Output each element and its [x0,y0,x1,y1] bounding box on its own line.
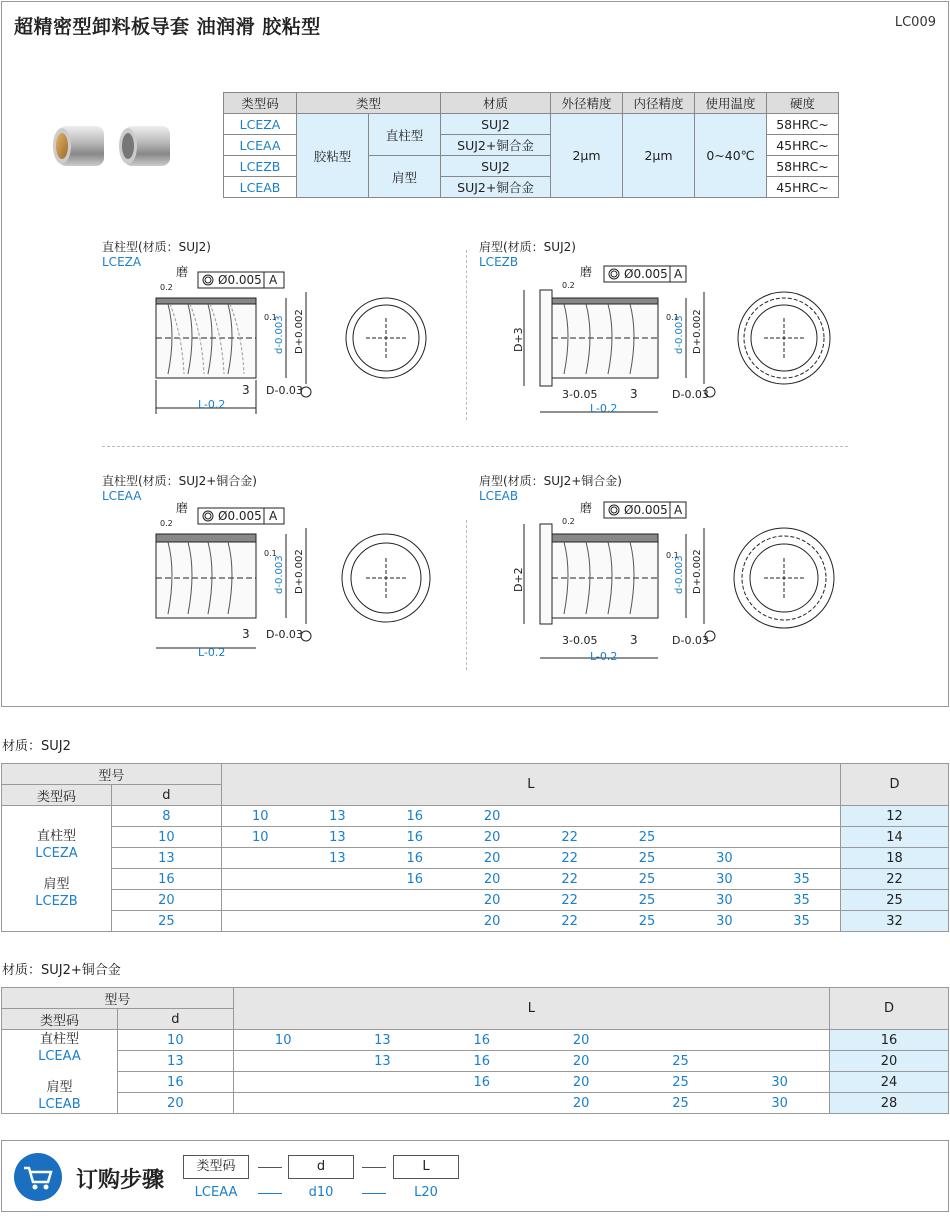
L-cell: 13 [299,806,376,827]
order-dash [258,1193,282,1194]
d-cell: 8 [111,806,221,827]
L-cell: 25 [608,869,685,890]
datum-label: A [674,267,683,281]
D-tol-label: D+0.002 [692,549,703,594]
h-D: D [841,764,949,806]
h-d: d [111,785,221,806]
grind-label: 磨 [580,265,593,279]
table-row [2,1030,949,1051]
order-steps [1,1140,949,1212]
h-code: 类型码 [2,1009,118,1030]
product-photo [48,118,180,174]
L-cell: 16 [432,1051,531,1072]
D-cell: 20 [830,1051,949,1072]
order-box-L: L [393,1155,459,1179]
L-cell: 25 [631,1093,730,1114]
group-cell: 直柱型 LCEZA 肩型 LCEZB [2,806,112,932]
rough-label: 0.1 [666,313,679,322]
L-cell: 25 [608,848,685,869]
d-lower-label: D-0.03 [672,388,709,401]
grind-label: 磨 [176,501,189,515]
order-dash [258,1167,282,1168]
L-cell: 30 [686,869,763,890]
d-cell: 16 [117,1072,233,1093]
L-cell [631,1030,730,1051]
table-row [2,869,949,890]
spec-header: 使用温度 [695,93,767,114]
straight-drawing [140,262,450,422]
D-cell: 28 [830,1093,949,1114]
D-cell: 22 [841,869,949,890]
material: SUJ2+铜合金 [441,135,551,156]
spec-header: 类型 [297,93,441,114]
l-label: L-0.2 [198,398,226,411]
drawing-title: 直柱型(材质：SUJ2+铜合金) LCEAA [102,474,257,503]
L-cell: 25 [608,911,685,932]
d-cell: 13 [111,848,221,869]
outer-precision: 2μm [551,114,623,198]
L-cell [763,827,840,848]
size-table-suj2 [1,763,949,932]
L-cell: 10 [221,827,298,848]
type-sub: 直柱型 [369,114,441,156]
d-cell: 20 [117,1093,233,1114]
group-cell: 直柱型 LCEAA 肩型 LCEAB [2,1030,118,1114]
L-cell [299,911,376,932]
L-cell: 20 [531,1051,630,1072]
L-cell: 16 [376,848,453,869]
L-cell: 30 [730,1072,829,1093]
L-cell: 10 [221,806,298,827]
type-code: LCEZB [224,156,297,177]
L-cell [221,869,298,890]
L-cell: 20 [453,806,530,827]
divider [466,250,467,420]
table-row [2,1093,949,1114]
d3-label: D+3 [512,327,525,352]
chamfer-label: 0.2 [562,281,575,290]
l-label: L-0.2 [590,650,618,663]
table-row [2,911,949,932]
D-cell: 18 [841,848,949,869]
order-dash [362,1167,386,1168]
table-row [2,1051,949,1072]
table-row [2,806,949,827]
L-cell: 25 [631,1051,730,1072]
grind-label: 磨 [580,501,593,515]
size-table-suj2-copper [1,987,949,1114]
grind-label: 磨 [176,265,189,279]
L-cell: 20 [453,827,530,848]
datum-label: A [674,503,683,517]
L-cell [608,806,685,827]
L-cell: 20 [531,1093,630,1114]
order-value-L: L20 [414,1185,438,1200]
d-tol-label: d-0.003 [674,555,685,594]
table-row [2,1072,949,1093]
d-cell: 10 [111,827,221,848]
chamfer-label: 0.2 [160,283,173,292]
l-label: L-0.2 [590,402,618,415]
D-cell: 24 [830,1072,949,1093]
table-row [2,827,949,848]
d-lower-label: D-0.03 [266,384,303,397]
shoulder-copper-drawing [510,498,840,668]
material-label-2: 材质：SUJ2+铜合金 [2,963,121,978]
L-cell [686,827,763,848]
order-box-code: 类型码 [183,1155,249,1179]
tol-label: Ø0.005 [624,503,668,517]
L-cell [221,890,298,911]
type-sub: 肩型 [369,156,441,198]
page-title: 超精密型卸料板导套 油润滑 胶粘型 [14,16,321,38]
L-cell: 25 [608,827,685,848]
L-cell: 13 [333,1030,432,1051]
chamfer-label: 0.2 [562,517,575,526]
D-cell: 14 [841,827,949,848]
order-label: 订购步骤 [76,1168,165,1193]
tol-label: Ø0.005 [218,273,262,287]
L-cell: 16 [376,869,453,890]
spec-header: 类型码 [224,93,297,114]
d-tol-label: d-0.003 [274,315,285,354]
L-cell [763,806,840,827]
d-cell: 16 [111,869,221,890]
L-cell: 20 [531,1072,630,1093]
hardness: 45HRC~ [767,135,839,156]
L-cell [376,890,453,911]
drawing-title: 肩型(材质：SUJ2+铜合金) LCEAB [479,474,622,503]
L-cell [221,848,298,869]
table-row [2,890,949,911]
L-cell [531,806,608,827]
spec-table [223,92,839,198]
d-lower-label: D-0.03 [266,628,303,641]
L-cell [233,1072,332,1093]
L-cell: 22 [531,911,608,932]
L-cell: 30 [686,890,763,911]
d-cell: 20 [111,890,221,911]
L-cell [763,848,840,869]
L-cell [233,1093,332,1114]
three-label: 3 [630,387,638,401]
cart-icon [14,1153,62,1201]
spec-header: 硬度 [767,93,839,114]
L-cell: 35 [763,890,840,911]
rough-label: 0.1 [666,551,679,560]
L-cell [686,806,763,827]
drawing-title: 肩型(材质：SUJ2) LCEZB [479,240,576,269]
table-row [2,848,949,869]
L-cell [333,1072,432,1093]
L-cell: 30 [730,1093,829,1114]
inner-precision: 2μm [623,114,695,198]
type-code: LCEAB [224,177,297,198]
D-cell: 16 [830,1030,949,1051]
h-L: L [221,764,840,806]
D-tol-label: D+0.002 [294,549,305,594]
L-cell: 20 [531,1030,630,1051]
L-cell [730,1051,829,1072]
material: SUJ2+铜合金 [441,177,551,198]
datum-label: A [269,273,278,287]
material-label-1: 材质：SUJ2 [2,739,71,754]
d-cell: 25 [111,911,221,932]
order-dash [362,1193,386,1194]
material: SUJ2 [441,156,551,177]
three-neg-label: 3-0.05 [562,388,598,401]
h-code: 类型码 [2,785,112,806]
L-cell: 13 [299,848,376,869]
order-value-d: d10 [308,1185,334,1200]
h-d: d [117,1009,233,1030]
h-D: D [830,988,949,1030]
h-model: 型号 [2,764,222,785]
d-lower-label: D-0.03 [672,634,709,647]
three-label: 3 [630,633,638,647]
L-cell [376,911,453,932]
L-cell: 16 [432,1072,531,1093]
D-cell: 25 [841,890,949,911]
tol-label: Ø0.005 [624,267,668,281]
three-label: 3 [242,627,250,641]
L-cell: 22 [531,848,608,869]
three-neg-label: 3-0.05 [562,634,598,647]
L-cell: 35 [763,911,840,932]
rough-label: 0.1 [264,549,277,558]
L-cell: 20 [453,869,530,890]
l-label: L-0.2 [198,646,226,659]
L-cell: 16 [376,806,453,827]
type-main: 胶粘型 [297,114,369,198]
L-cell: 13 [299,827,376,848]
temperature: 0~40℃ [695,114,767,198]
type-code: LCEAA [224,135,297,156]
d-tol-label: d-0.003 [674,315,685,354]
L-cell [730,1030,829,1051]
L-cell: 22 [531,869,608,890]
spec-header: 内径精度 [623,93,695,114]
L-cell: 20 [453,911,530,932]
hardness: 58HRC~ [767,114,839,135]
L-cell [333,1093,432,1114]
L-cell: 10 [233,1030,332,1051]
L-cell [299,890,376,911]
L-cell: 35 [763,869,840,890]
order-box-d: d [288,1155,354,1179]
L-cell: 22 [531,827,608,848]
L-cell: 16 [376,827,453,848]
L-cell: 30 [686,848,763,869]
datum-label: A [269,509,278,523]
d-cell: 10 [117,1030,233,1051]
D-cell: 12 [841,806,949,827]
L-cell: 20 [453,890,530,911]
three-label: 3 [242,383,250,397]
rough-label: 0.1 [264,313,277,322]
catalog-code: LC009 [894,15,936,30]
L-cell [221,911,298,932]
spec-header: 材质 [441,93,551,114]
d-tol-label: d-0.003 [274,555,285,594]
L-cell: 25 [608,890,685,911]
tol-label: Ø0.005 [218,509,262,523]
L-cell: 20 [453,848,530,869]
straight-copper-drawing [140,498,450,663]
L-cell [233,1051,332,1072]
shoulder-drawing [510,262,840,422]
drawing-title: 直柱型(材质：SUJ2) LCEZA [102,240,211,269]
L-cell: 16 [432,1030,531,1051]
material: SUJ2 [441,114,551,135]
divider [466,520,467,670]
hardness: 58HRC~ [767,156,839,177]
h-model: 型号 [2,988,234,1009]
h-L: L [233,988,829,1030]
D-tol-label: D+0.002 [692,309,703,354]
d2-label: D+2 [512,567,525,592]
L-cell [299,869,376,890]
D-tol-label: D+0.002 [294,309,305,354]
L-cell: 30 [686,911,763,932]
L-cell: 13 [333,1051,432,1072]
d-cell: 13 [117,1051,233,1072]
chamfer-label: 0.2 [160,519,173,528]
divider [102,446,848,447]
order-value-code: LCEAA [194,1185,238,1200]
L-cell [432,1093,531,1114]
L-cell: 22 [531,890,608,911]
spec-header: 外径精度 [551,93,623,114]
hardness: 45HRC~ [767,177,839,198]
L-cell: 25 [631,1072,730,1093]
type-code: LCEZA [224,114,297,135]
D-cell: 32 [841,911,949,932]
